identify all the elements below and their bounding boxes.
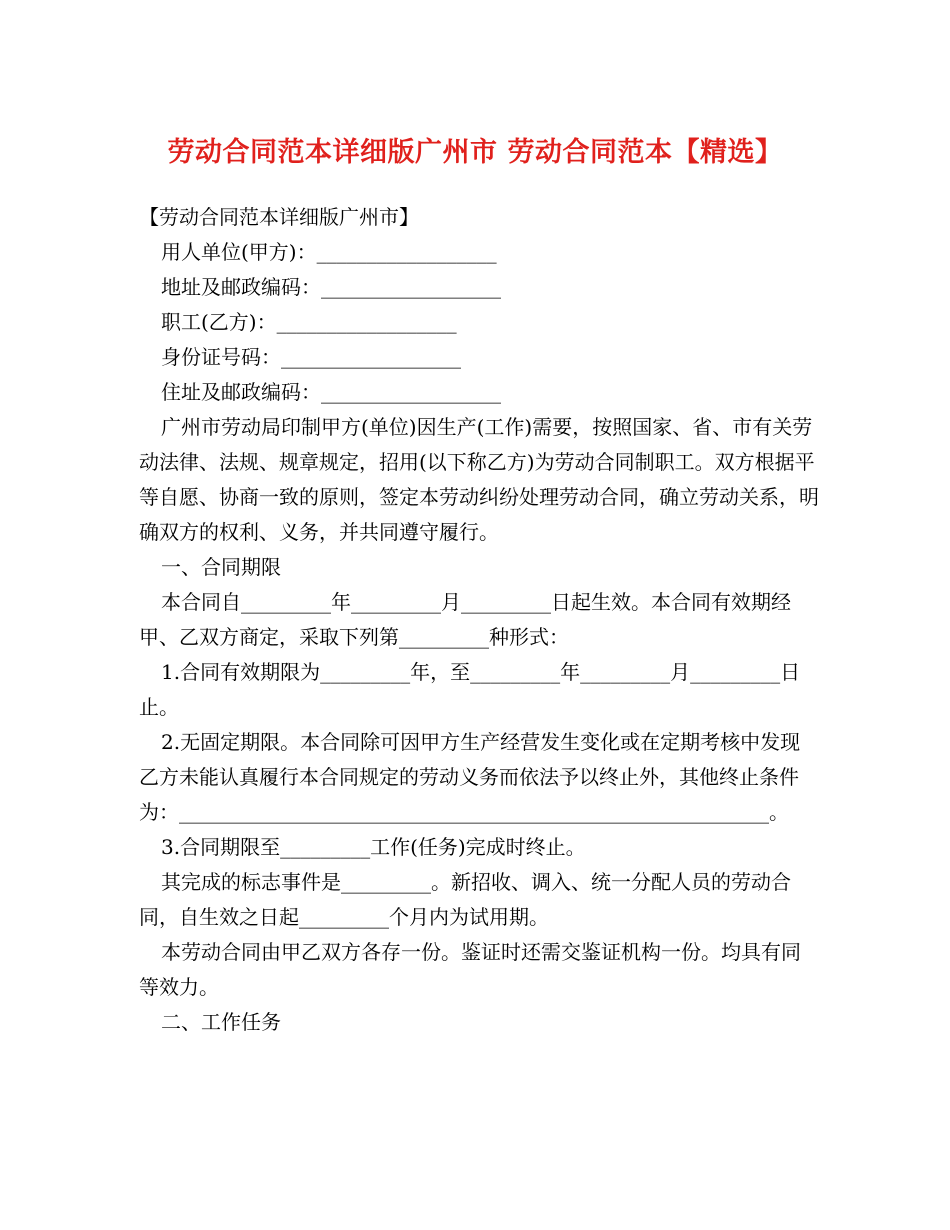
term-option-2: 2.无固定期限。本合同除可因甲方生产经营发生变化或在定期考核中发现乙方未能认真履行本合同规定的劳动义务而依法予以终止外，其他终止条件为：___________________________________________________________。 — [139, 730, 801, 824]
employee-address-field: 住址及邮政编码：__________________ — [161, 380, 501, 404]
section-heading: 【劳动合同范本详细版广州市】 — [139, 205, 419, 229]
clause-heading-task: 二、工作任务 — [161, 1010, 281, 1034]
probation-paragraph: 其完成的标志事件是_________。新招收、调入、统一分配人员的劳动合同，自生效之日起_________个月内为试用期。 — [139, 870, 791, 929]
term-option-1: 1.合同有效期限为_________年，至_________年_________月_________日止。 — [139, 660, 801, 719]
intro-paragraph: 广州市劳动局印制甲方(单位)因生产(工作)需要，按照国家、省、市有关劳动法律、法规、规章规定，招用(以下称乙方)为劳动合同制职工。双方根据平等自愿、协商一致的原则，签定本劳动纠纷处理劳动合同，确立劳动关系，明确双方的权利、义务，并共同遵守履行。 — [139, 415, 819, 544]
term-option-3: 3.合同期限至_________工作(任务)完成时终止。 — [161, 835, 586, 859]
employer-field: 用人单位(甲方)：__________________ — [161, 240, 497, 264]
employee-field: 职工(乙方)：__________________ — [161, 310, 457, 334]
document-body — [139, 200, 819, 1040]
clause-heading-term: 一、合同期限 — [161, 555, 281, 579]
document-title: 劳动合同范本详细版广州市 劳动合同范本【精选】 — [167, 137, 783, 168]
employer-address-field: 地址及邮政编码：__________________ — [161, 275, 501, 299]
copies-paragraph: 本劳动合同由甲乙双方各存一份。鉴证时还需交鉴证机构一份。均具有同等效力。 — [139, 940, 801, 999]
id-number-field: 身份证号码：__________________ — [161, 345, 461, 369]
term-paragraph: 本合同自_________年_________月_________日起生效。本合同有效期经甲、乙双方商定，采取下列第_________种形式： — [139, 590, 791, 649]
